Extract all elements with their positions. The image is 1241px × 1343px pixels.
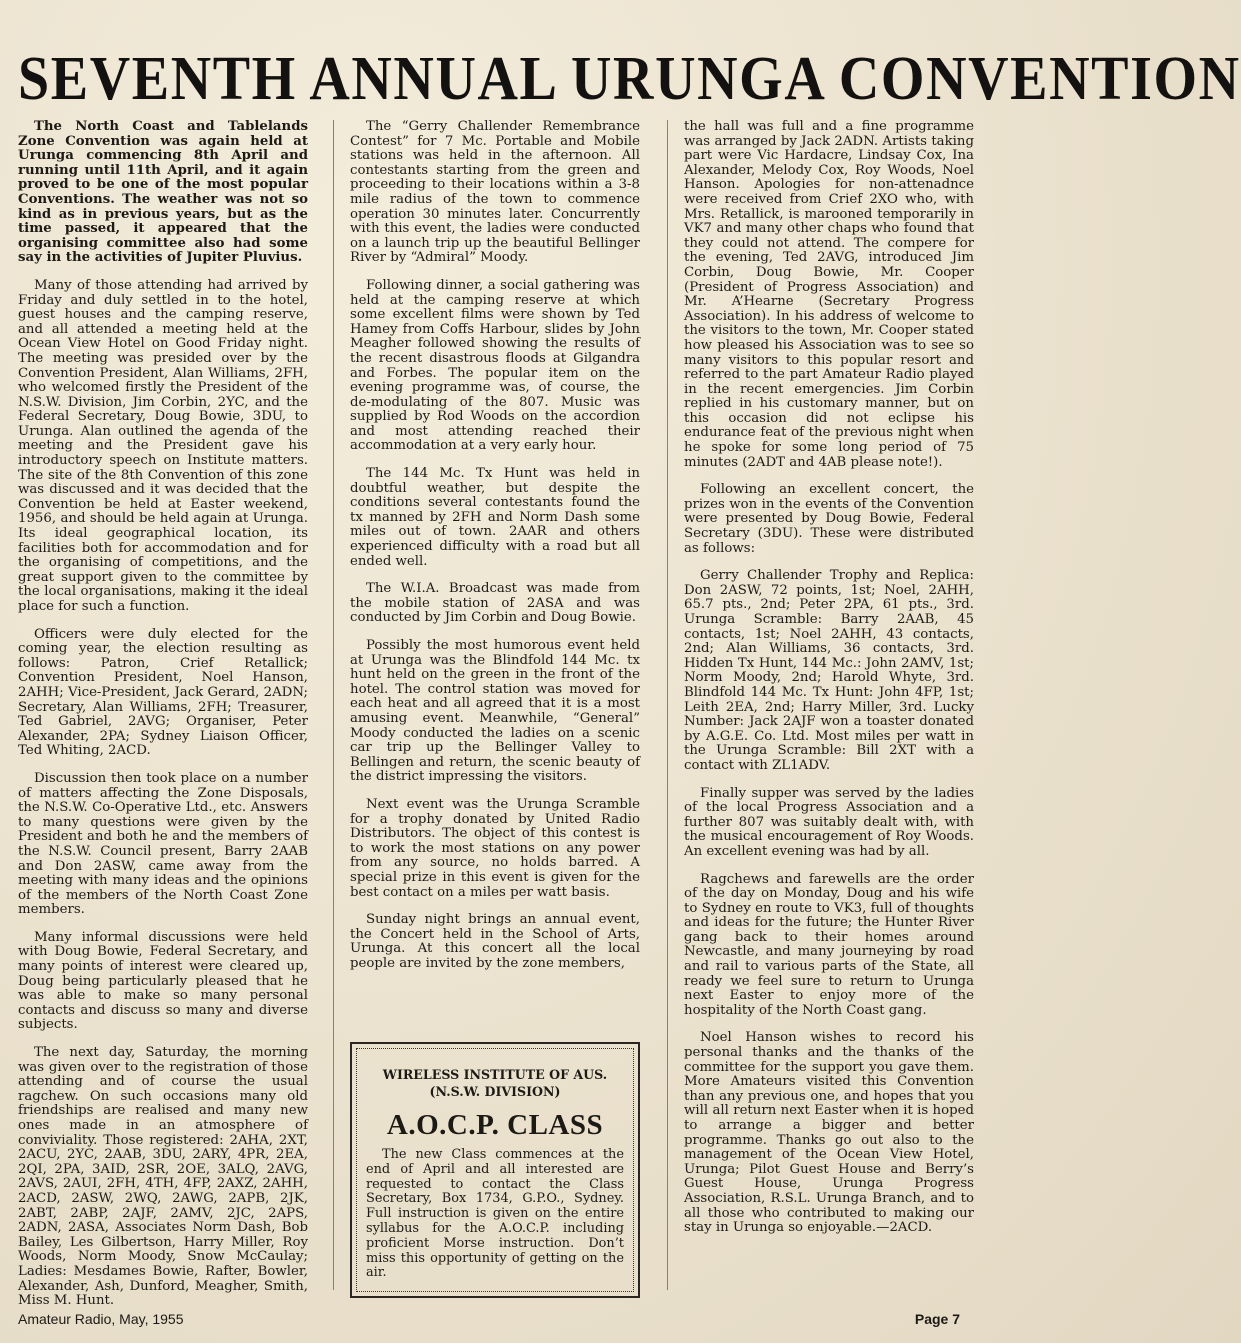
- paragraph: The W.I.A. Broadcast was made from the mobile station of 2ASA and was conducted by Jim Corbin and Doug Bowie.: [350, 581, 640, 626]
- paragraph: Gerry Challender Trophy and Replica: Don 2ASW, 72 points, 1st; Noel, 2AHH, 65.7 pts., 2nd; Peter 2PA, 61 pts., 3rd. Urunga Scramble: Barry 2AAB, 45 contacts, 1st; Noel 2AHH, 43 contacts, 2nd; Alan Williams, 36 contacts, 3rd. Hidden Tx Hunt, 144 Mc.: John 2AMV, 1st; Norm Moody, 2nd; Harold Whyte, 3rd. Blindfold 144 Mc. Tx Hunt: John 4FP, 1st; Leith 2EA, 2nd; Harry Miller, 3rd. Lucky Number: Jack 2AJF won a toaster donated by A.G.E. Co. Ltd. Most miles per watt in the Urunga Scramble: Bill 2XT with a contact with ZL1ADV.: [684, 568, 974, 773]
- article-title: SEVENTH ANNUAL URUNGA CONVENTION: [18, 44, 1241, 114]
- advert-organisation: WIRELESS INSTITUTE OF AUS.: [382, 1067, 608, 1082]
- paragraph: The next day, Saturday, the morning was given over to the registration of those attending and of course the usual ragchew. On such occasions many old friendships are realised and many new ones made in an atmosphere of conviviality. Those registered: 2AHA, 2XT, 2ACU, 2YC, 2AAB, 3DU, 2ARY, 4PR, 2EA, 2QI, 2PA, 3AID, 2SR, 2OE, 3ALQ, 2AVG, 2AVS, 2AUI, 2FH, 4TH, 4FP, 2AXZ, 2AHH, 2ACD, 2ASW, 2WQ, 2AWG, 2APB, 2JK, 2ABT, 2ABP, 2AJF, 2AMV, 2JC, 2APS, 2ADN, 2ASA, Associates Norm Dash, Bob Bailey, Les Gilbertson, Harry Miller, Roy Woods, Norm Moody, Snow McCaulay; Ladies: Mesdames Bowie, Rafter, Bowler, Alexander, Ash, Dunford, Meagher, Smith, Miss M. Hunt.: [18, 1045, 308, 1309]
- lead-paragraph: The North Coast and Tablelands Zone Convention was again held at Urunga commencing 8th April and running until 11th April, and it again proved to be one of the most popular Conventions. The weather was not so kind as in previous years, but as the time passed, it appeared that the organising committee also had some say in the activities of Jupiter Pluvius.: [18, 119, 308, 266]
- column-divider: [333, 120, 334, 1290]
- aocp-class-advert: [350, 1042, 640, 1298]
- paragraph: Many of those attending had arrived by Friday and duly settled in to the hotel, guest houses and the camping reserve, and all attended a meeting held at the Ocean View Hotel on Good Friday night. The meeting was presided over by the Convention President, Alan Williams, 2FH, who welcomed firstly the President of the N.S.W. Division, Jim Corbin, 2YC, and the Federal Secretary, Doug Bowie, 3DU, to Urunga. Alan outlined the agenda of the meeting and the President gave his introductory speech on Institute matters. The site of the 8th Convention of this zone was discussed and it was decided that the Convention be held at Easter weekend, 1956, and should be held again at Urunga. Its ideal geographical location, its facilities both for accommodation and for the organising of competitions, and the great support given to the committee by the local organisations, making it the ideal place for such a function.: [18, 277, 308, 614]
- paragraph: Following dinner, a social gathering was held at the camping reserve at which some excellent films were shown by Ted Hamey from Coffs Harbour, slides by John Meagher followed showing the results of the recent disastrous floods at Gilgandra and Forbes. The popular item on the evening programme was, of course, the de-modulating of the 807. Music was supplied by Rod Woods on the accordion and most attending reached their accommodation at a very early hour.: [350, 277, 640, 454]
- column-divider: [667, 120, 668, 1290]
- paragraph: Next event was the Urunga Scramble for a trophy donated by United Radio Distributors. The object of this contest is to work the most stations on any power from any source, no holds barred. A special prize in this event is given for the best contact on a miles per watt basis.: [350, 796, 640, 900]
- paragraph: Possibly the most humorous event held at Urunga was the Blindfold 144 Mc. tx hunt held on the green in the front of the hotel. The control station was moved for each heat and all agreed that it is a most amusing event. Meanwhile, “General” Moody conducted the ladies on a scenic car trip up the Bellinger Valley to Bellingen and return, the scenic beauty of the district impressing the visitors.: [350, 638, 640, 785]
- paragraph: Noel Hanson wishes to record his personal thanks and the thanks of the committee for the support you gave them. More Amateurs visited this Convention than any previous one, and hopes that you will all return next Easter when it is hoped to arrange a bigger and better programme. Thanks go out also to the management of the Ocean View Hotel, Urunga; Pilot Guest House and Berry’s Guest House, Urunga Progress Association, R.S.L. Urunga Branch, and to all those who contributed to making our stay in Urunga so enjoyable.—2ACD.: [684, 1030, 974, 1236]
- article-column-2: [350, 120, 640, 984]
- paragraph: Following an excellent concert, the prizes won in the events of the Convention were presented by Doug Bowie, Federal Secretary (3DU). These were distributed as follows:: [684, 482, 974, 556]
- paragraph: Finally supper was served by the ladies of the local Progress Association and a further 807 was suitably dealt with, with the musical encouragement of Roy Woods. An excellent evening was had by all.: [684, 785, 974, 859]
- paragraph: The “Gerry Challender Remembrance Contest” for 7 Mc. Portable and Mobile stations was held in the afternoon. All contestants starting from the green and proceeding to their locations within a 3-8 mile radius of the town to commence operation 30 minutes later. Concurrently with this event, the ladies were conducted on a launch trip up the beautiful Bellinger River by “Admiral” Moody.: [350, 119, 640, 266]
- paragraph: Discussion then took place on a number of matters affecting the Zone Disposals, the N.S.W. Co-Operative Ltd., etc. Answers to many questions were given by the President and both he and the members of the N.S.W. Council present, Barry 2AAB and Don 2ASW, came away from the meeting with many ideas and the opinions of the members of the North Coast Zone members.: [18, 770, 308, 918]
- paragraph: Ragchews and farewells are the order of the day on Monday, Doug and his wife to Sydney en route to VK3, full of thoughts and ideas for the future; the Hunter River gang back to their homes around Newcastle, and many journeying by road and rail to various parts of the State, all ready we feel sure to return to Urunga next Easter to enjoy more of the hospitality of the North Coast gang.: [684, 871, 974, 1018]
- advert-heading: A.O.C.P. CLASS: [386, 1109, 604, 1141]
- publication-footer: Amateur Radio, May, 1955: [18, 1311, 184, 1327]
- advert-body: The new Class commences at the end of April and all interested are requested to contact the Class Secretary, Box 1734, G.P.O., Sydney. Full instruction is given on the entire syllabus for the A.O.C.P. including proficient Morse instruction. Don’t miss this opportunity of getting on the air.: [366, 1147, 624, 1281]
- page-number: Page 7: [914, 1311, 960, 1327]
- paragraph: Many informal discussions were held with Doug Bowie, Federal Secretary, and many points of interest were cleared up, Doug being particularly pleased that he was able to make so many personal contacts and discuss so many and diverse subjects.: [18, 929, 308, 1033]
- paragraph: Officers were duly elected for the coming year, the election resulting as follows: Patron, Crief Retallick; Convention President, Noel Hanson, 2AHH; Vice-President, Jack Gerard, 2ADN; Secretary, Alan Williams, 2FH; Treasurer, Ted Gabriel, 2AVG; Organiser, Peter Alexander, 2PA; Sydney Liaison Officer, Ted Whiting, 2ACD.: [18, 626, 308, 759]
- article-column-3: [684, 120, 974, 1249]
- paragraph: The 144 Mc. Tx Hunt was held in doubtful weather, but despite the conditions several contestants found the tx manned by 2FH and Norm Dash some miles out of town. 2AAR and others experienced difficulty with a road but all ended well.: [350, 466, 640, 569]
- paragraph: Sunday night brings an annual event, the Concert held in the School of Arts, Urunga. At this concert all the local people are invited by the zone members,: [350, 912, 640, 971]
- paragraph: the hall was full and a fine programme was arranged by Jack 2ADN. Artists taking part were Vic Hardacre, Lindsay Cox, Ina Alexander, Melody Cox, Roy Woods, Noel Hanson. Apologies for non-attenadnce were received from Crief 2XO who, with Mrs. Retallick, is marooned temporarily in VK7 and many other chaps who found that they could not attend. The compere for the evening, Ted 2AVG, introduced Jim Corbin, Doug Bowie, Mr. Cooper (President of Progress Association) and Mr. A’Hearne (Secretary Progress Association). In his address of welcome to the visitors to the town, Mr. Cooper stated how pleased his Association was to see so many visitors to this popular resort and referred to the part Amateur Radio played in the recent emergencies. Jim Corbin replied in his customary manner, but on this occasion did not eclipse his endurance feat of the previous night when he spoke for some long period of 75 minutes (2ADT and 4AB please note!).: [684, 119, 974, 470]
- article-column-1: [18, 120, 308, 1322]
- advert-division: (N.S.W. DIVISION): [429, 1084, 561, 1099]
